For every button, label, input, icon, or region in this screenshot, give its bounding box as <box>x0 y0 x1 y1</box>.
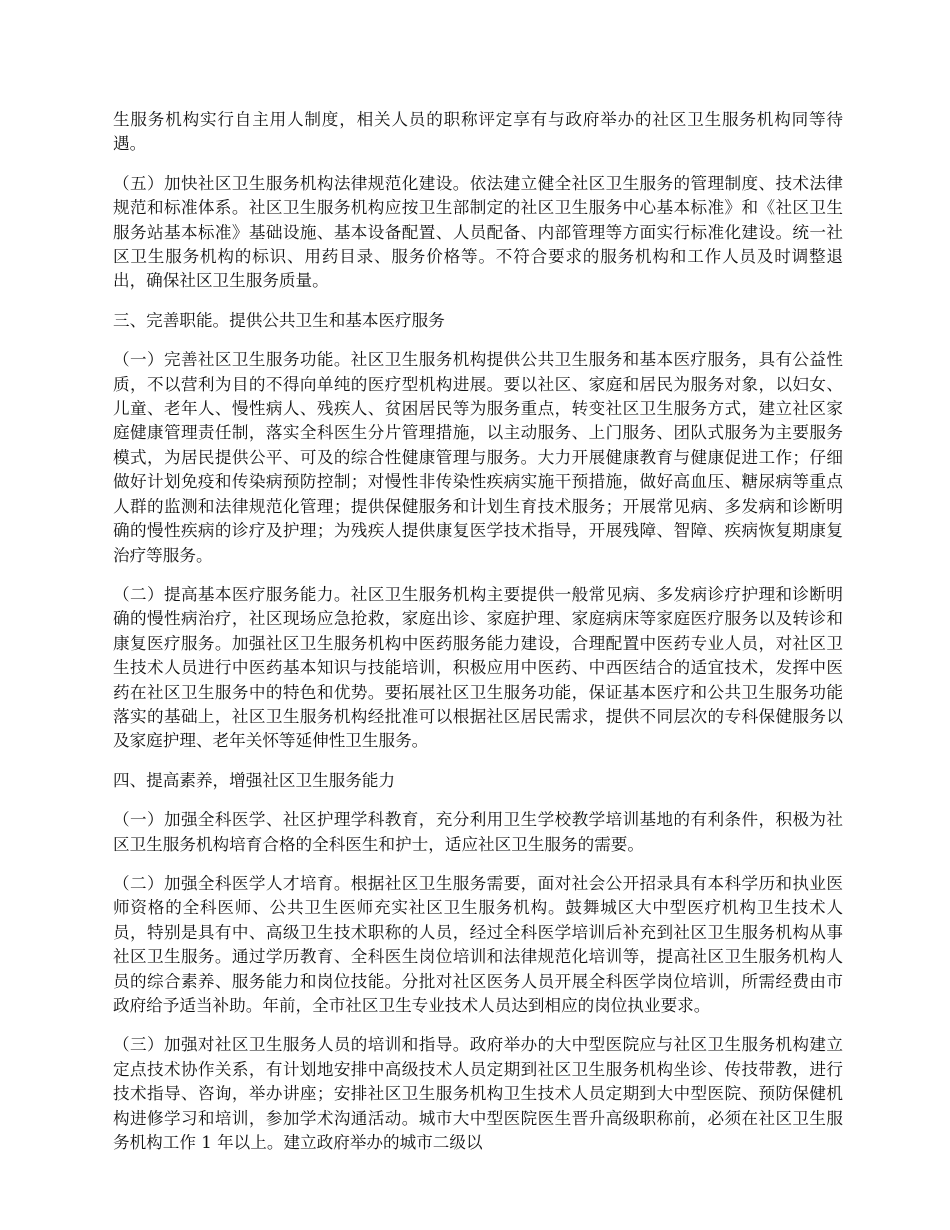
paragraph-service-functions: （一）完善社区卫生服务功能。社区卫生服务机构提供公共卫生服务和基本医疗服务，具有公益性质，不以营利为目的不得向单纯的医疗型机构进展。要以社区、家庭和居民为服务对象，以妇女、儿童、老年人、慢性病人、残疾人、贫困居民等为服务重点，转变社区卫生服务方式，建立社区家庭健康管理责任制，落实全科医生分片管理措施，以主动服务、上门服务、团队式服务为主要服务模式，为居民提供公平、可及的综合性健康管理与服务。大力开展健康教育与健康促进工作；仔细做好计划免疫和传染病预防控制；对慢性非传染性疾病实施干预措施，做好高血压、糖尿病等重点人群的监测和法律规范化管理；提供保健服务和计划生育技术服务；开展常见病、多发病和诊断明确的慢性疾病的诊疗及护理；为残疾人提供康复医学技术指导，开展残障、智障、疾病恢复期康复治疗等服务。 <box>113 350 843 565</box>
paragraph-talent-cultivation: （二）加强全科医学人才培育。根据社区卫生服务需要，面对社会公开招录具有本科学历和执业医师资格的全科医师、公共卫生医师充实社区卫生服务机构。鼓舞城区大中型医疗机构卫生技术人员，特别是具有中、高级卫生技术职称的人员，经过全科医学培训后补充到社区卫生服务机构从事社区卫生服务。通过学历教育、全科医生岗位培训和法律规范化培训等，提高社区卫生服务机构人员的综合素养、服务能力和岗位技能。分批对社区医务人员开展全科医学岗位培训，所需经费由市政府给予适当补助。年前，全市社区卫生专业技术人员达到相应的岗位执业要求。 <box>113 873 843 1015</box>
paragraph-training-guidance: （三）加强对社区卫生服务人员的培训和指导。政府举办的大中型医院应与社区卫生服务机构建立定点技术协作关系，有计划地安排中高级技术人员定期到社区卫生服务机构坐诊、传技带教，进行技术指导、咨询，举办讲座；安排社区卫生服务机构卫生技术人员定期到大中型医院、预防保健机构进修学习和培训，参加学术沟通活动。城市大中型医院医生晋升高级职称前，必须在社区卫生服务机构工作 1 年以上。建立政府举办的城市二级以 <box>113 1035 843 1153</box>
document-page <box>113 108 843 1170</box>
paragraph-legal-standardization: （五）加快社区卫生服务机构法律规范化建设。依法建立健全社区卫生服务的管理制度、技术法律规范和标准体系。社区卫生服务机构应按卫生部制定的社区卫生服务中心基本标准》和《社区卫生服务站基本标准》基础设施、基本设备配置、人员配备、内部管理等方面实行标准化建设。统一社区卫生服务机构的标识、用药目录、服务价格等。不符合要求的服务机构和工作人员及时调整退出，确保社区卫生服务质量。 <box>113 173 843 291</box>
paragraph-basic-medical-capacity: （二）提高基本医疗服务能力。社区卫生服务机构主要提供一般常见病、多发病诊疗护理和诊断明确的慢性病治疗，社区现场应急抢救，家庭出诊、家庭护理、家庭病床等家庭医疗服务以及转诊和康复医疗服务。加强社区卫生服务机构中医药服务能力建设，合理配置中医药专业人员，对社区卫生技术人员进行中医药基本知识与技能培训，积极应用中医药、中西医结合的适宜技术，发挥中医药在社区卫生服务中的特色和优势。要拓展社区卫生服务功能，保证基本医疗和公共卫生服务功能落实的基础上，社区卫生服务机构经批准可以根据社区居民需求，提供不同层次的专科保健服务以及家庭护理、老年关怀等延伸性卫生服务。 <box>113 584 843 751</box>
section-heading-improve-quality: 四、提高素养，增强社区卫生服务能力 <box>113 770 396 790</box>
section-heading-improve-functions: 三、完善职能。提供公共卫生和基本医疗服务 <box>113 310 445 330</box>
paragraph-staffing-autonomy: 生服务机构实行自主用人制度，相关人员的职称评定享有与政府举办的社区卫生服务机构同等待遇。 <box>113 110 843 154</box>
paragraph-general-practice-education: （一）加强全科医学、社区护理学科教育，充分利用卫生学校教学培训基地的有利条件，积极为社区卫生服务机构培育合格的全科医生和护士，适应社区卫生服务的需要。 <box>113 810 843 854</box>
